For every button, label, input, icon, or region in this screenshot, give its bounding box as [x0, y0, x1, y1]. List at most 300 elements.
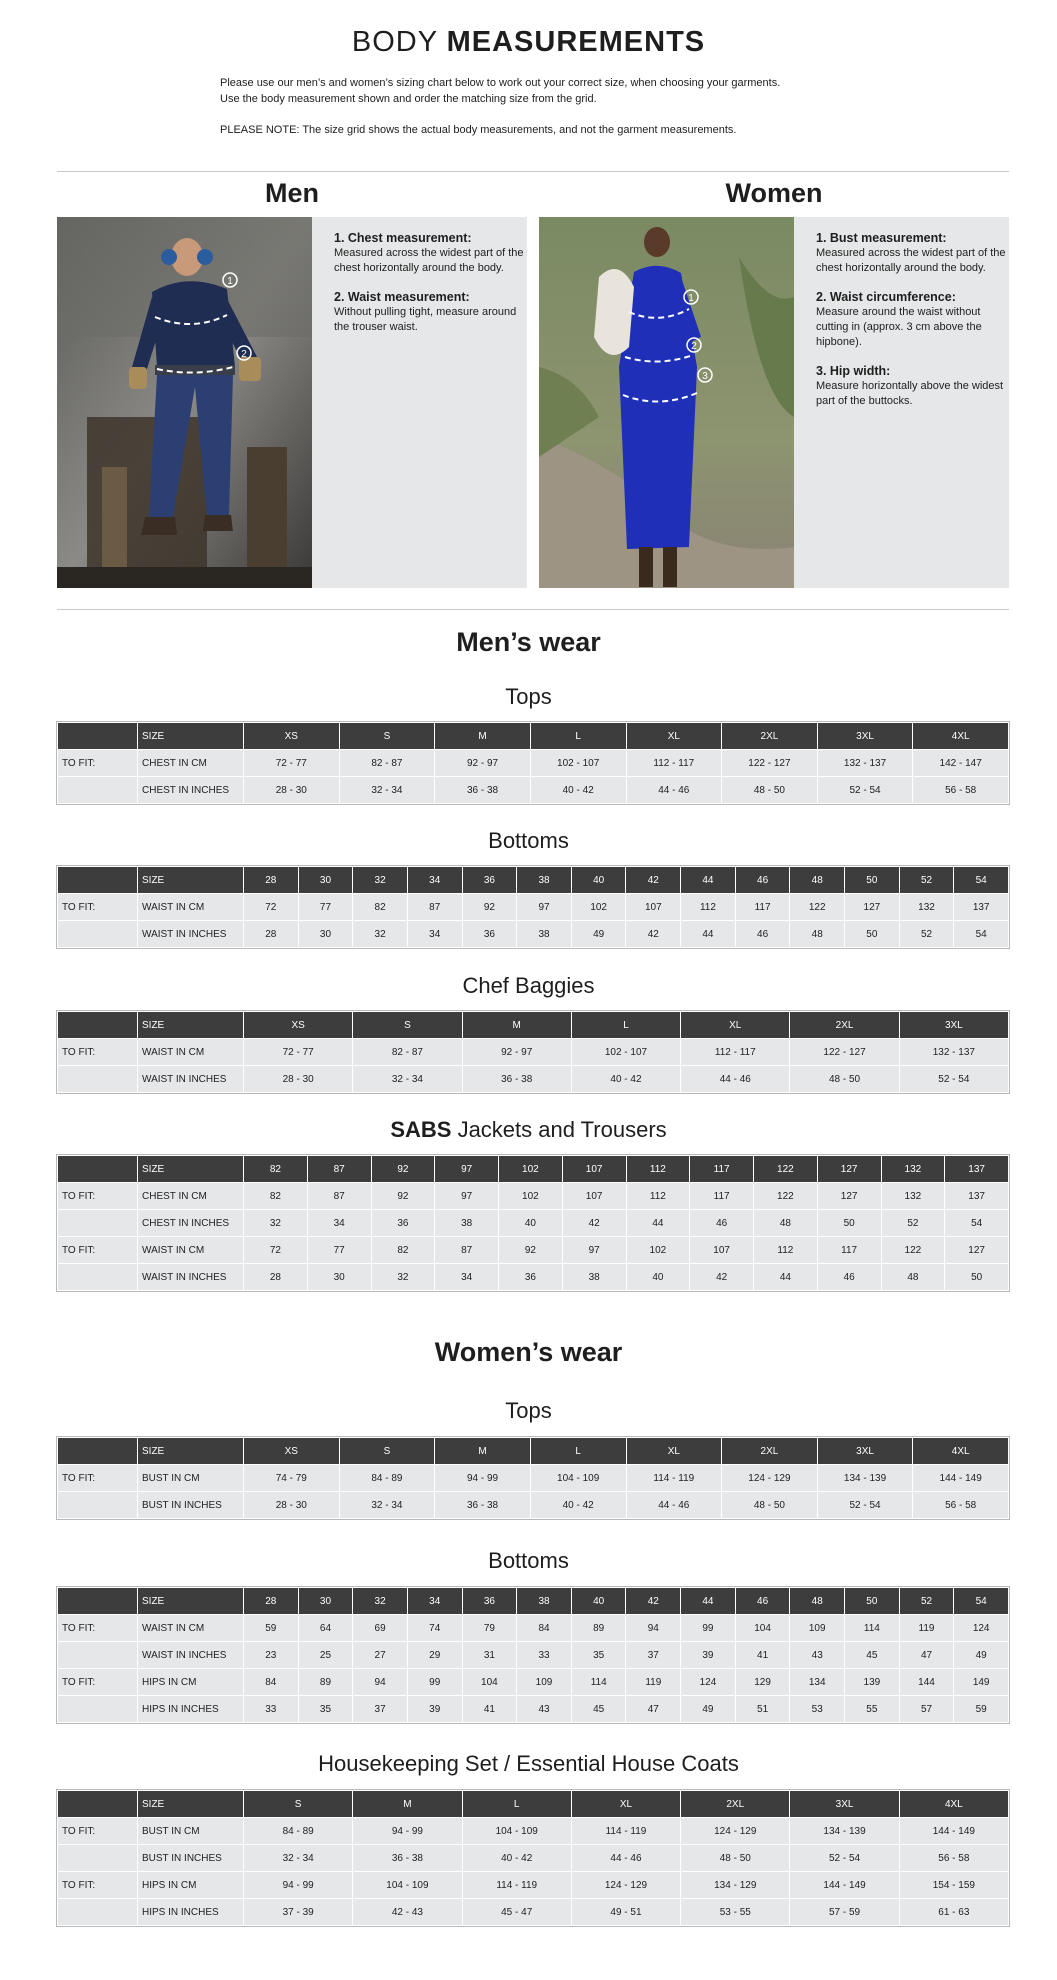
value-cell: 139	[845, 1669, 900, 1696]
value-cell: 84 - 89	[339, 1465, 435, 1492]
value-cell: 132 - 137	[899, 1039, 1008, 1066]
value-cell: 40 - 42	[462, 1845, 571, 1872]
value-cell: 25	[298, 1642, 353, 1669]
note-text: PLEASE NOTE: The size grid shows the actual body measurements, and not the garment measurements.	[220, 124, 737, 136]
men-bottoms-title: Bottoms	[488, 828, 569, 853]
size-label-cell: SIZE	[138, 723, 244, 750]
value-cell: 102 - 107	[571, 1039, 680, 1066]
value-cell: 144 - 149	[790, 1872, 899, 1899]
table-row	[58, 1845, 1009, 1872]
value-cell: 114 - 119	[462, 1872, 571, 1899]
value-cell: 104 - 109	[530, 1465, 626, 1492]
fit-label-cell: TO FIT:	[58, 750, 138, 777]
value-cell: 50	[845, 921, 900, 948]
value-cell: 109	[790, 1615, 845, 1642]
instruction-text: Measure horizontally above the widest part of the buttocks.	[816, 380, 1004, 407]
value-cell: 35	[298, 1696, 353, 1723]
value-cell: 28	[244, 921, 299, 948]
value-cell: 107	[562, 1183, 626, 1210]
header-blank-cell	[58, 1438, 138, 1465]
value-cell: 87	[407, 894, 462, 921]
value-cell: 32 - 34	[339, 1492, 435, 1519]
fit-label-cell	[58, 1492, 138, 1519]
value-cell: 44 - 46	[571, 1845, 680, 1872]
header-blank-cell	[58, 1012, 138, 1039]
value-cell: 137	[945, 1183, 1009, 1210]
womens-wear-heading: Women’s wear	[434, 1337, 623, 1367]
measurement-label-cell: HIPS IN INCHES	[138, 1696, 244, 1723]
size-header-cell: 34	[407, 867, 462, 894]
value-cell: 124 - 129	[571, 1872, 680, 1899]
header-blank-cell	[58, 723, 138, 750]
instruction-text: Measure around the waist without cutting in (approx. 3 cm above the hipbone).	[816, 306, 982, 348]
size-header-cell: 117	[690, 1156, 754, 1183]
table-row	[58, 777, 1009, 804]
value-cell: 79	[462, 1615, 517, 1642]
value-cell: 48	[754, 1210, 818, 1237]
measurement-label-cell: BUST IN CM	[138, 1465, 244, 1492]
size-label-cell: SIZE	[138, 867, 244, 894]
value-cell: 142 - 147	[913, 750, 1009, 777]
women-bottoms-title: Bottoms	[488, 1548, 569, 1573]
size-header-cell: 2XL	[681, 1791, 790, 1818]
value-cell: 124 - 129	[722, 1465, 818, 1492]
men-instruction-chest	[334, 231, 524, 276]
header-blank-cell	[58, 1791, 138, 1818]
value-cell: 92	[499, 1237, 563, 1264]
instruction-title: 3. Hip width:	[816, 364, 891, 378]
value-cell: 40	[626, 1264, 690, 1291]
size-header-cell: 92	[371, 1156, 435, 1183]
value-cell: 48	[790, 921, 845, 948]
value-cell: 144	[899, 1669, 954, 1696]
header-blank-cell	[58, 1156, 138, 1183]
value-cell: 23	[244, 1642, 299, 1669]
value-cell: 57 - 59	[790, 1899, 899, 1926]
value-cell: 134 - 129	[681, 1872, 790, 1899]
men-instructions	[334, 231, 524, 349]
men-photo-illustration	[57, 217, 312, 588]
value-cell: 32 - 34	[339, 777, 435, 804]
value-cell: 52 - 54	[817, 1492, 913, 1519]
value-cell: 104 - 109	[353, 1872, 462, 1899]
value-cell: 89	[298, 1669, 353, 1696]
table-row	[58, 1183, 1009, 1210]
men-bottoms-table	[57, 866, 1009, 948]
value-cell: 38	[435, 1210, 499, 1237]
women-marker-1: 1	[688, 293, 694, 304]
value-cell: 69	[353, 1615, 408, 1642]
value-cell: 56 - 58	[913, 777, 1009, 804]
value-cell: 48 - 50	[681, 1845, 790, 1872]
women-marker-3: 3	[702, 371, 708, 382]
value-cell: 52 - 54	[899, 1066, 1008, 1093]
size-header-cell: 2XL	[722, 723, 818, 750]
size-header-cell: XS	[244, 1438, 340, 1465]
table-row	[58, 1899, 1009, 1926]
value-cell: 28 - 30	[244, 777, 340, 804]
instruction-text: Measured across the widest part of the chest horizontally around the body.	[816, 247, 1006, 274]
size-header-cell: 42	[626, 1588, 681, 1615]
fit-label-cell: TO FIT:	[58, 1465, 138, 1492]
instruction-text: Without pulling tight, measure around the trouser waist.	[334, 306, 517, 333]
value-cell: 52 - 54	[790, 1845, 899, 1872]
table-row	[58, 1465, 1009, 1492]
women-instructions	[816, 231, 1006, 423]
value-cell: 40 - 42	[530, 1492, 626, 1519]
value-cell: 56 - 58	[899, 1845, 1008, 1872]
value-cell: 44	[754, 1264, 818, 1291]
table-header-row	[58, 1791, 1009, 1818]
fit-label-cell	[58, 1642, 138, 1669]
value-cell: 127	[817, 1183, 881, 1210]
value-cell: 107	[690, 1237, 754, 1264]
value-cell: 114 - 119	[626, 1465, 722, 1492]
size-header-cell: 38	[517, 1588, 572, 1615]
fit-label-cell: TO FIT:	[58, 1669, 138, 1696]
size-label-cell: SIZE	[138, 1791, 244, 1818]
sabs-table	[57, 1155, 1009, 1291]
value-cell: 59	[244, 1615, 299, 1642]
value-cell: 45	[571, 1696, 626, 1723]
measurement-label-cell: WAIST IN INCHES	[138, 1264, 244, 1291]
measurement-label-cell: CHEST IN INCHES	[138, 777, 244, 804]
women-bottoms-table	[57, 1587, 1009, 1723]
size-header-cell: 44	[681, 867, 736, 894]
value-cell: 82	[244, 1183, 308, 1210]
value-cell: 34	[307, 1210, 371, 1237]
value-cell: 77	[298, 894, 353, 921]
value-cell: 64	[298, 1615, 353, 1642]
measurement-label-cell: WAIST IN CM	[138, 1615, 244, 1642]
women-instruction-waist	[816, 290, 1006, 350]
value-cell: 33	[244, 1696, 299, 1723]
size-header-cell: 2XL	[790, 1012, 899, 1039]
value-cell: 53 - 55	[681, 1899, 790, 1926]
value-cell: 36 - 38	[462, 1066, 571, 1093]
value-cell: 144 - 149	[899, 1818, 1008, 1845]
fit-label-cell: TO FIT:	[58, 1818, 138, 1845]
fit-label-cell	[58, 921, 138, 948]
value-cell: 49	[681, 1696, 736, 1723]
measurement-label-cell: WAIST IN CM	[138, 1039, 244, 1066]
value-cell: 32 - 34	[353, 1066, 462, 1093]
value-cell: 97	[517, 894, 572, 921]
size-header-cell: 4XL	[899, 1791, 1008, 1818]
size-label-cell: SIZE	[138, 1438, 244, 1465]
men-marker-2: 2	[241, 349, 247, 360]
size-header-cell: S	[244, 1791, 353, 1818]
value-cell: 59	[954, 1696, 1009, 1723]
value-cell: 45	[845, 1642, 900, 1669]
value-cell: 37	[353, 1696, 408, 1723]
men-instruction-waist	[334, 290, 524, 335]
value-cell: 49 - 51	[571, 1899, 680, 1926]
value-cell: 47	[899, 1642, 954, 1669]
value-cell: 92	[462, 894, 517, 921]
value-cell: 102 - 107	[530, 750, 626, 777]
value-cell: 112 - 117	[681, 1039, 790, 1066]
intro-line-2: Use the body measurement shown and order the matching size from the grid.	[220, 93, 597, 105]
value-cell: 122 - 127	[722, 750, 818, 777]
fit-label-cell	[58, 1210, 138, 1237]
size-header-cell: 40	[571, 867, 626, 894]
value-cell: 92 - 97	[435, 750, 531, 777]
size-header-cell: 82	[244, 1156, 308, 1183]
size-header-cell: 48	[790, 1588, 845, 1615]
divider-middle	[57, 609, 1009, 610]
table-row	[58, 1872, 1009, 1899]
value-cell: 36	[462, 921, 517, 948]
value-cell: 30	[307, 1264, 371, 1291]
size-header-cell: 34	[407, 1588, 462, 1615]
value-cell: 114 - 119	[571, 1818, 680, 1845]
size-header-cell: XL	[626, 1438, 722, 1465]
value-cell: 127	[945, 1237, 1009, 1264]
measurement-label-cell: WAIST IN INCHES	[138, 921, 244, 948]
value-cell: 82	[353, 894, 408, 921]
fit-label-cell: TO FIT:	[58, 1237, 138, 1264]
value-cell: 50	[817, 1210, 881, 1237]
value-cell: 144 - 149	[913, 1465, 1009, 1492]
value-cell: 52	[899, 921, 954, 948]
table-row	[58, 1642, 1009, 1669]
table-header-row	[58, 1588, 1009, 1615]
value-cell: 97	[562, 1237, 626, 1264]
measurement-label-cell: HIPS IN INCHES	[138, 1899, 244, 1926]
table-header-row	[58, 1438, 1009, 1465]
value-cell: 92	[371, 1183, 435, 1210]
size-header-cell: 54	[954, 1588, 1009, 1615]
value-cell: 40	[499, 1210, 563, 1237]
size-header-cell: 30	[298, 1588, 353, 1615]
size-header-cell: M	[462, 1012, 571, 1039]
table-header-row	[58, 723, 1009, 750]
instruction-title: 2. Waist measurement:	[334, 290, 470, 304]
value-cell: 54	[945, 1210, 1009, 1237]
size-header-cell: 32	[353, 1588, 408, 1615]
value-cell: 112 - 117	[626, 750, 722, 777]
value-cell: 82 - 87	[353, 1039, 462, 1066]
instruction-title: 1. Chest measurement:	[334, 231, 472, 245]
table-row	[58, 921, 1009, 948]
size-header-cell: 46	[735, 1588, 790, 1615]
table-row	[58, 1264, 1009, 1291]
size-header-cell: L	[571, 1012, 680, 1039]
value-cell: 94 - 99	[244, 1872, 353, 1899]
size-header-cell: 2XL	[722, 1438, 818, 1465]
value-cell: 74	[407, 1615, 462, 1642]
sabs-title-rest: Jackets and Trousers	[457, 1117, 667, 1142]
size-header-cell: 102	[499, 1156, 563, 1183]
measurement-label-cell: BUST IN INCHES	[138, 1492, 244, 1519]
value-cell: 43	[790, 1642, 845, 1669]
measurement-label-cell: CHEST IN INCHES	[138, 1210, 244, 1237]
size-header-cell: 4XL	[913, 1438, 1009, 1465]
value-cell: 43	[517, 1696, 572, 1723]
size-header-cell: 46	[735, 867, 790, 894]
men-marker-1: 1	[227, 276, 233, 287]
size-header-cell: 112	[626, 1156, 690, 1183]
size-header-cell: 50	[845, 1588, 900, 1615]
value-cell: 134 - 139	[817, 1465, 913, 1492]
table-row	[58, 1818, 1009, 1845]
value-cell: 27	[353, 1642, 408, 1669]
size-header-cell: 28	[244, 867, 299, 894]
value-cell: 32	[353, 921, 408, 948]
measurement-label-cell: BUST IN CM	[138, 1818, 244, 1845]
value-cell: 99	[681, 1615, 736, 1642]
size-header-cell: 4XL	[913, 723, 1009, 750]
value-cell: 35	[571, 1642, 626, 1669]
size-header-cell: 122	[754, 1156, 818, 1183]
value-cell: 28 - 30	[244, 1492, 340, 1519]
value-cell: 41	[735, 1642, 790, 1669]
value-cell: 87	[435, 1237, 499, 1264]
size-header-cell: S	[339, 1438, 435, 1465]
sabs-title	[0, 1117, 1057, 1143]
value-cell: 87	[307, 1183, 371, 1210]
value-cell: 112	[754, 1237, 818, 1264]
size-header-cell: XL	[571, 1791, 680, 1818]
value-cell: 132	[881, 1183, 945, 1210]
measurement-label-cell: BUST IN INCHES	[138, 1845, 244, 1872]
value-cell: 149	[954, 1669, 1009, 1696]
value-cell: 50	[945, 1264, 1009, 1291]
size-header-cell: 38	[517, 867, 572, 894]
size-header-cell: 54	[954, 867, 1009, 894]
value-cell: 61 - 63	[899, 1899, 1008, 1926]
value-cell: 52 - 54	[817, 777, 913, 804]
value-cell: 124 - 129	[681, 1818, 790, 1845]
measurement-label-cell: CHEST IN CM	[138, 1183, 244, 1210]
value-cell: 117	[735, 894, 790, 921]
value-cell: 40 - 42	[530, 777, 626, 804]
header-blank-cell	[58, 1588, 138, 1615]
value-cell: 56 - 58	[913, 1492, 1009, 1519]
size-header-cell: S	[339, 723, 435, 750]
value-cell: 122	[754, 1183, 818, 1210]
women-tops-title: Tops	[505, 1398, 552, 1423]
value-cell: 94 - 99	[435, 1465, 531, 1492]
measurement-label-cell: HIPS IN CM	[138, 1669, 244, 1696]
measurement-label-cell: CHEST IN CM	[138, 750, 244, 777]
value-cell: 36	[371, 1210, 435, 1237]
size-header-cell: 137	[945, 1156, 1009, 1183]
size-header-cell: 52	[899, 867, 954, 894]
size-header-cell: 97	[435, 1156, 499, 1183]
value-cell: 114	[571, 1669, 626, 1696]
value-cell: 36 - 38	[435, 777, 531, 804]
value-cell: 46	[817, 1264, 881, 1291]
value-cell: 53	[790, 1696, 845, 1723]
value-cell: 72	[244, 1237, 308, 1264]
value-cell: 112	[626, 1183, 690, 1210]
value-cell: 102	[626, 1237, 690, 1264]
size-header-cell: M	[435, 1438, 531, 1465]
size-header-cell: 52	[899, 1588, 954, 1615]
value-cell: 37	[626, 1642, 681, 1669]
divider-top	[57, 171, 1009, 172]
value-cell: 31	[462, 1642, 517, 1669]
value-cell: 32	[244, 1210, 308, 1237]
intro-line-1: Please use our men’s and women’s sizing chart below to work out your correct size, when choosing your garments.	[220, 77, 781, 89]
table-row	[58, 1237, 1009, 1264]
instruction-text: Measured across the widest part of the chest horizontally around the body.	[334, 247, 524, 274]
size-label-cell: SIZE	[138, 1012, 244, 1039]
value-cell: 42	[690, 1264, 754, 1291]
header-blank-cell	[58, 867, 138, 894]
value-cell: 99	[407, 1669, 462, 1696]
value-cell: 134 - 139	[790, 1818, 899, 1845]
fit-label-cell: TO FIT:	[58, 1872, 138, 1899]
value-cell: 119	[899, 1615, 954, 1642]
fit-label-cell	[58, 1899, 138, 1926]
size-header-cell: 28	[244, 1588, 299, 1615]
value-cell: 52	[881, 1210, 945, 1237]
value-cell: 124	[954, 1615, 1009, 1642]
measurement-label-cell: WAIST IN CM	[138, 1237, 244, 1264]
housekeeping-table	[57, 1790, 1009, 1926]
table-row	[58, 1039, 1009, 1066]
size-header-cell: 132	[881, 1156, 945, 1183]
value-cell: 44 - 46	[626, 1492, 722, 1519]
value-cell: 39	[407, 1696, 462, 1723]
size-header-cell: S	[353, 1012, 462, 1039]
size-header-cell: 42	[626, 867, 681, 894]
value-cell: 132 - 137	[817, 750, 913, 777]
value-cell: 44 - 46	[626, 777, 722, 804]
size-header-cell: 30	[298, 867, 353, 894]
value-cell: 46	[735, 921, 790, 948]
fit-label-cell	[58, 1066, 138, 1093]
size-header-cell: L	[530, 1438, 626, 1465]
table-header-row	[58, 1156, 1009, 1183]
size-header-cell: 36	[462, 1588, 517, 1615]
value-cell: 89	[571, 1615, 626, 1642]
size-header-cell: M	[435, 723, 531, 750]
value-cell: 102	[499, 1183, 563, 1210]
value-cell: 72	[244, 894, 299, 921]
size-header-cell: XS	[244, 1012, 353, 1039]
value-cell: 54	[954, 921, 1009, 948]
value-cell: 36 - 38	[435, 1492, 531, 1519]
value-cell: 74 - 79	[244, 1465, 340, 1492]
value-cell: 29	[407, 1642, 462, 1669]
value-cell: 32 - 34	[244, 1845, 353, 1872]
value-cell: 127	[845, 894, 900, 921]
chef-baggies-title: Chef Baggies	[462, 973, 595, 998]
value-cell: 94 - 99	[353, 1818, 462, 1845]
value-cell: 122	[881, 1237, 945, 1264]
value-cell: 42	[626, 921, 681, 948]
value-cell: 107	[626, 894, 681, 921]
value-cell: 42 - 43	[353, 1899, 462, 1926]
table-header-row	[58, 867, 1009, 894]
value-cell: 33	[517, 1642, 572, 1669]
women-marker-2: 2	[691, 341, 697, 352]
table-row	[58, 1066, 1009, 1093]
size-header-cell: L	[530, 723, 626, 750]
size-label-cell: SIZE	[138, 1156, 244, 1183]
women-heading: Women	[725, 178, 823, 208]
measurement-label-cell: WAIST IN INCHES	[138, 1642, 244, 1669]
size-header-cell: 48	[790, 867, 845, 894]
value-cell: 34	[435, 1264, 499, 1291]
measurement-label-cell: HIPS IN CM	[138, 1872, 244, 1899]
value-cell: 55	[845, 1696, 900, 1723]
value-cell: 48 - 50	[790, 1066, 899, 1093]
